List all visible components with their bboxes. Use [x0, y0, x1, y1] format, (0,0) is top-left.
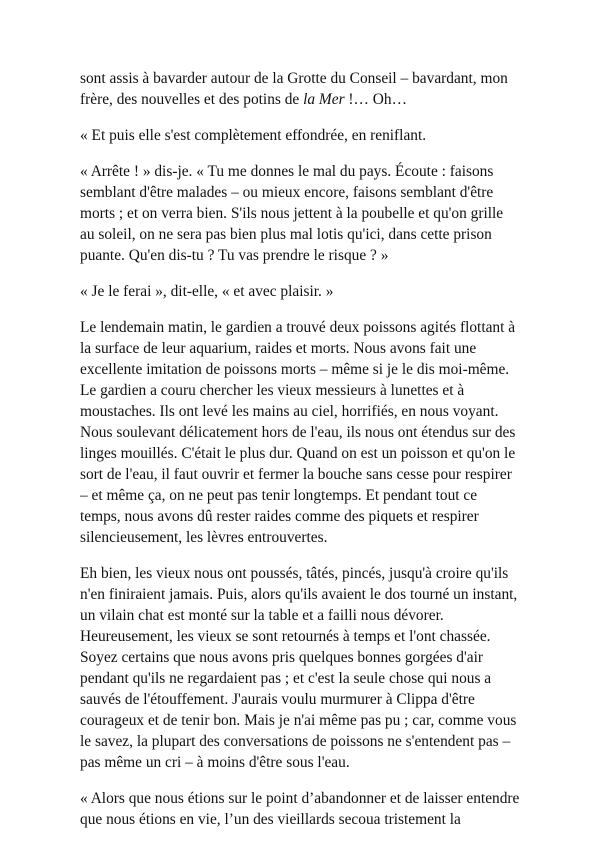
paragraph-1 — [80, 68, 520, 110]
paragraph-5: Le lendemain matin, le gardien a trouvé deux poissons agités flottant à la surface de leur aquarium, raides et morts. Nous avons fait une excellente imitation de poissons morts – même si je le dis moi-même. Le gardien a couru chercher les vieux messieurs à lunettes et à moustaches. Ils ont levé les mains au ciel, horrifiés, en nous voyant. Nous soulevant délicatement hors de l'eau, ils nous ont étendus sur des linges mouillés. C'était le plus dur. Quand on est un poisson et qu'on le sort de l'eau, il faut ouvrir et fermer la bouche sans cesse pour respirer – et même ça, on ne peut pas tenir longtemps. Et pendant tout ce temps, nous avons dû rester raides comme des piquets et respirer silencieusement, les lèvres entrouvertes. — [80, 319, 516, 546]
paragraph-4: « Je le ferai », dit-elle, « et avec plaisir. » — [80, 283, 334, 300]
body-text — [80, 68, 520, 845]
paragraph-2: « Et puis elle s'est complètement effondrée, en reniflant. — [80, 127, 427, 144]
italic-phrase-la-mer: la Mer — [303, 91, 345, 108]
paragraph-1-end: !… Oh… — [344, 91, 407, 108]
paragraph-7: « Alors que nous étions sur le point d’abandonner et de laisser entendre que nous étions en vie, l’un des vieillards secoua tristement la — [80, 790, 520, 828]
paragraph-1-start: sont assis à bavarder autour de la Grotte du Conseil – bavardant, mon frère, des nouvelles et des potins de — [80, 70, 508, 108]
paragraph-3: « Arrête ! » dis-je. « Tu me donnes le mal du pays. Écoute : faisons semblant d'être malades – ou mieux encore, faisons semblant d'être morts ; et on verra bien. S'ils nous jettent à la poubelle et qu'on grille au soleil, on ne sera pas bien plus mal lotis qu'ici, dans cette prison puante. Qu'en dis-tu ? Tu vas prendre le risque ? » — [80, 163, 504, 264]
paragraph-6: Eh bien, les vieux nous ont poussés, tâtés, pincés, jusqu'à croire qu'ils n'en finiraient jamais. Puis, alors qu'ils avaient le dos tourné un instant, un vilain chat est monté sur la table et a failli nous dévorer. Heureusement, les vieux se sont retournés à temps et l'ont chassée. Soyez certains que nous avons pris quelques bonnes gorgées d'air pendant qu'ils ne regardaient pas ; et c'est la seule chose qui nous a sauvés de l'étouffement. J'aurais voulu murmurer à Clippa d'être courageux et de tenir bon. Mais je n'ai même pas pu ; car, comme vous le savez, la plupart des conversations de poissons ne s'entendent pas – pas même un cri – à moins d'être sous l'eau. — [80, 565, 518, 771]
